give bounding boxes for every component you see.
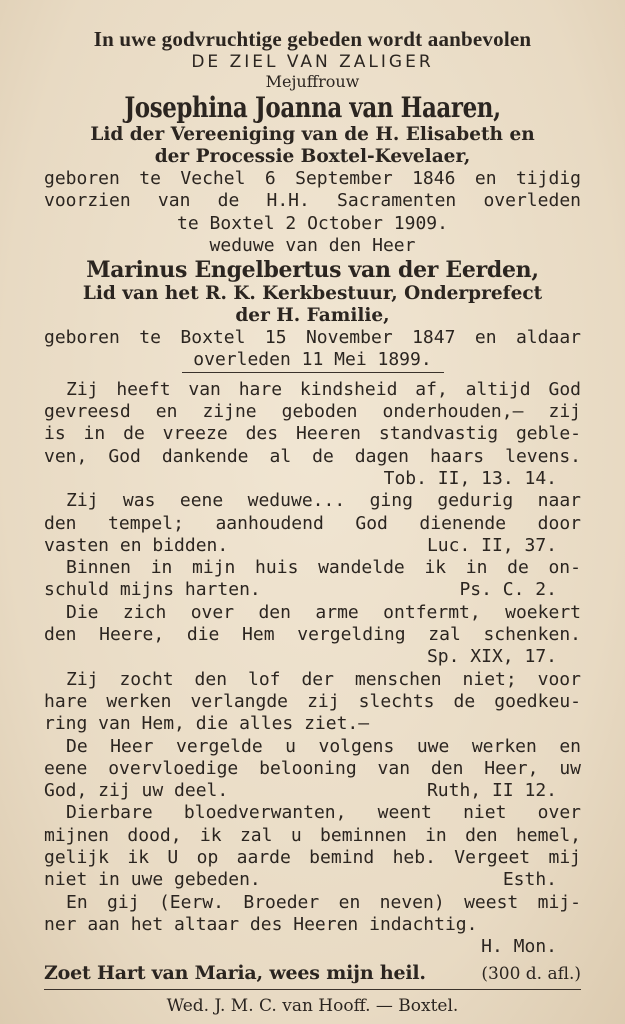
text-line: De Heer vergelde u volgens uwe werken en [66,735,581,757]
text-line: Zij heeft van hare kindsheid af, altijd God [66,378,581,400]
verse-reference: Ps. C. 2. [459,579,557,601]
text-line: God, zij uw deel. [44,780,229,802]
deceased-membership-1: Lid der Vereeniging van de H. Elisabeth en [90,124,535,145]
text-line: Die zich over den arme ontfermt, woekert [66,601,581,623]
text-line: ven, God dankende al de dagen haars levens. [44,445,581,467]
text-line: Dierbare bloedverwanten, weent niet over [66,802,581,824]
husband-death: overleden 11 Mei 1899. [193,349,432,371]
deceased-birth-1: geboren te Vechel 6 September 1846 en tijdig [44,168,581,189]
text-line: is in de vreeze des Heeren standvastig geble- [44,423,581,445]
text-line: den Heere, die Hem vergelding zal schenken. [44,624,581,646]
title-mejuffrouw: Mejuffrouw [265,72,360,91]
soul-line: DE ZIEL VAN ZALIGER [191,52,434,72]
text-line: ring van Hem, die alles ziet.— [44,713,370,735]
husband-membership-1: Lid van het R. K. Kerkbestuur, Onderprefect [82,283,543,305]
ejaculation-prayer: Zoet Hart van Maria, wees mijn heil. [44,961,426,984]
text-line: Zij zocht den lof der menschen niet; voor [66,668,581,690]
husband-name: Marinus Engelbertus van der Eerden, [86,257,539,284]
text-line: hare werken verlangde zij slechts de goedkeu- [44,690,581,712]
divider [182,372,444,373]
husband-membership-2: der H. Familie, [235,305,390,327]
verse-reference: Luc. II, 37. [426,534,557,556]
text-line: vasten en bidden. [44,534,229,556]
text-line: den tempel; aanhoudend God dienende door [44,512,581,534]
text-line-with-ref [44,780,581,802]
text-line-with-ref [44,579,581,601]
verse-reference: Sp. XIX, 17. [426,646,557,668]
deceased-name: Josephina Joanna van Haaren, [124,92,501,124]
footer-rule [44,989,581,990]
text-line-with-ref [44,869,581,891]
verse-reference: H. Mon. [481,936,557,958]
verse-reference: Esth. [502,869,557,891]
deceased-birth-2: voorzien van de H.H. Sacramenten overleden [44,190,581,212]
deceased-membership-2: der Processie Boxtel-Kevelaer, [154,146,471,167]
text-line: gelijk ik U op aarde bemind heb. Vergeet mij [44,847,581,869]
text-line: Zij was eene weduwe... ging gedurig naar [66,490,581,512]
indulgence-note: (300 d. afl.) [481,963,581,984]
text-line: schuld mijns harten. [44,579,261,601]
husband-birth: geboren te Boxtel 15 November 1847 en aldaar [44,327,581,349]
text-line: niet in uwe gebeden. [44,869,261,891]
text-line: eene overvloedige belooning van den Heer, uw [44,757,581,779]
widow-of: weduwe van den Heer [209,234,416,256]
text-line: ner aan het altaar des Heeren indachtig. [44,913,478,935]
verse-reference: Ruth, II 12. [426,780,557,802]
intro-line: In uwe godvruchtige gebeden wordt aanbevolen [93,27,532,51]
deceased-death: te Boxtel 2 October 1909. [177,212,448,234]
text-line: Binnen in mijn huis wandelde ik in de on- [66,557,581,579]
printer-credit: Wed. J. M. C. van Hooff. — Boxtel. [166,995,459,1016]
text-line-with-ref [44,535,581,557]
text-line: gevreesd en zijne geboden onderhouden,— zij [44,401,581,423]
scripture-block [44,379,581,959]
text-line: mijnen dood, ik zal u beminnen in den hemel, [44,824,581,846]
prayer-row [44,961,581,986]
text-line: En gij (Eerw. Broeder en neven) weest mij- [66,891,581,913]
verse-reference: Tob. II, 13. 14. [383,467,557,489]
